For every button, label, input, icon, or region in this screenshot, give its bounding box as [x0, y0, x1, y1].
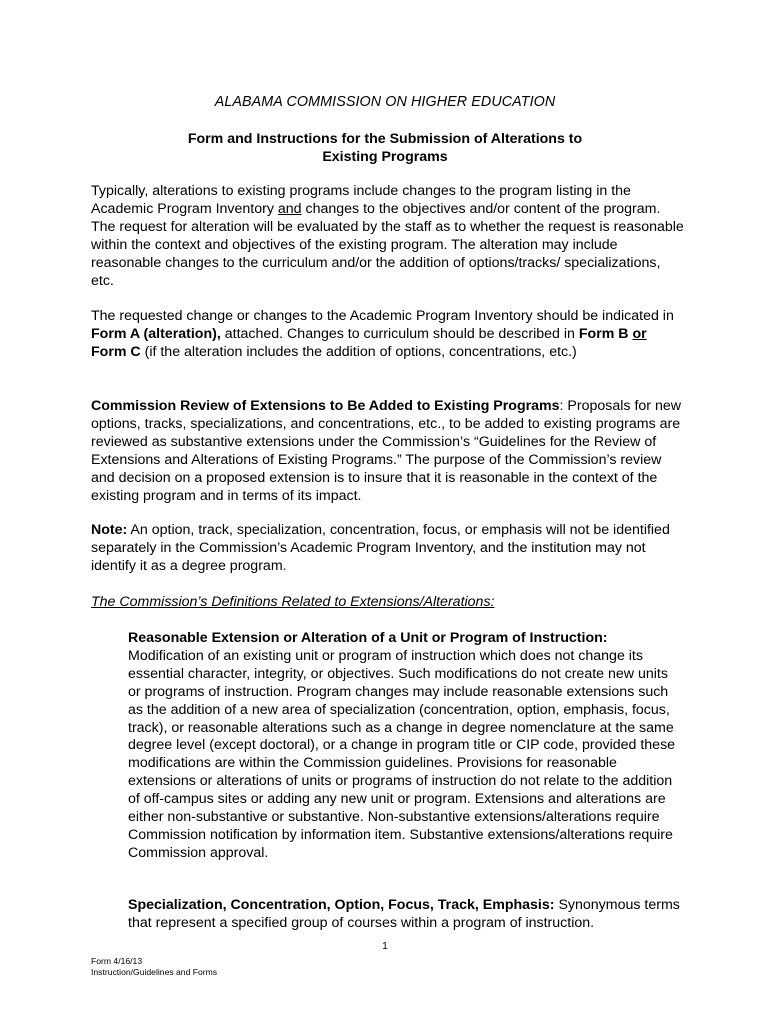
note-paragraph — [91, 522, 685, 576]
intro-paragraph — [91, 183, 685, 290]
commission-review-text: : Proposals for new options, tracks, specializations, and concentrations, etc., to be added to existing programs are reviewed as substantive extensions under the Commission’s “Guidelines for the Review of Extensions and Alterations of Existing Programs.” The purpose of the Commission’s review and decision on a proposed extension is to insure that it is reasonable in the context of the existing program and in terms of its impact. — [91, 398, 681, 504]
definition-text: Synonymous terms that represent a specified group of courses within a program of instruction. — [128, 897, 680, 931]
definition-term: Specialization, Concentration, Option, Focus, Track, Emphasis: — [128, 897, 555, 913]
subtitle-line-1: Form and Instructions for the Submission of Alterations to — [187, 131, 583, 147]
forms-text-b: attached. Changes to curriculum should be described in — [220, 325, 579, 342]
commission-review-paragraph — [91, 398, 685, 505]
document-subtitle — [0, 130, 770, 166]
footer-line-1: Form 4/16/13 — [91, 956, 143, 966]
forms-paragraph — [91, 308, 685, 362]
forms-text-a: The requested change or changes to the Academic Program Inventory should be indicated in — [91, 308, 674, 324]
forms-text-c: (if the alteration includes the addition of options, concentrations, etc.) — [140, 343, 577, 360]
or-underlined: or — [632, 325, 647, 342]
subtitle-line-2: Existing Programs — [322, 149, 448, 165]
definitions-heading: The Commission’s Definitions Related to Extensions/Alterations: — [91, 594, 495, 610]
intro-text-b: changes to the objectives and/or content of the program. The request for alteration will be evaluated by the staff as to whether the request is reasonable within the context and objectives of the existing program. The alteration may include reasonable changes to the curriculum and/or the addition of options/tracks/ specializations, etc. — [91, 200, 684, 289]
document-header-title: ALABAMA COMMISSION ON HIGHER EDUCATION — [214, 94, 556, 110]
form-a-reference: Form A (alteration), — [91, 325, 221, 342]
form-c-reference: Form C — [91, 343, 141, 360]
definition-specialization — [128, 897, 684, 933]
definition-reasonable-extension — [128, 630, 684, 863]
intro-and-underlined: and — [277, 200, 302, 217]
note-text: An option, track, specialization, concentration, focus, or emphasis will not be identified separately in the Commission’s Academic Program Inventory, and the institution may not identify it as a degree program. — [91, 522, 670, 574]
note-label: Note: — [91, 522, 128, 538]
page-footer — [91, 956, 217, 978]
footer-line-2: Instruction/Guidelines and Forms — [91, 967, 218, 977]
definition-text: Modification of an existing unit or program of instruction which does not change its essential character, integrity, or objectives. Such modifications do not create new units or programs of instruction. Program changes may include reasonable extensions such as the addition of a new area of specialization (concentration, option, emphasis, focus, track), or reasonable alterations such as a change in degree nomenclature at the same degree level (except doctoral), or a change in program title or CIP code, provided these modifications are within the Commission guidelines. Provisions for reasonable extensions or alterations of units or programs of instruction do not relate to the addition of off-campus sites or adding any new unit or program. Extensions and alterations are either non-substantive or substantive. Non-substantive extensions/alterations require Commission notification by information item. Substantive extensions/alterations require Commission approval. — [128, 647, 676, 861]
intro-text-a: Typically, alterations to existing programs include changes to the program listing in the Academic Program Inventory — [91, 183, 631, 217]
form-b-reference: Form B — [578, 325, 629, 342]
page-number: 1 — [382, 941, 388, 952]
commission-review-heading: Commission Review of Extensions to Be Added to Existing Programs — [91, 398, 560, 414]
definition-term: Reasonable Extension or Alteration of a Unit or Program of Instruction: — [128, 630, 608, 646]
